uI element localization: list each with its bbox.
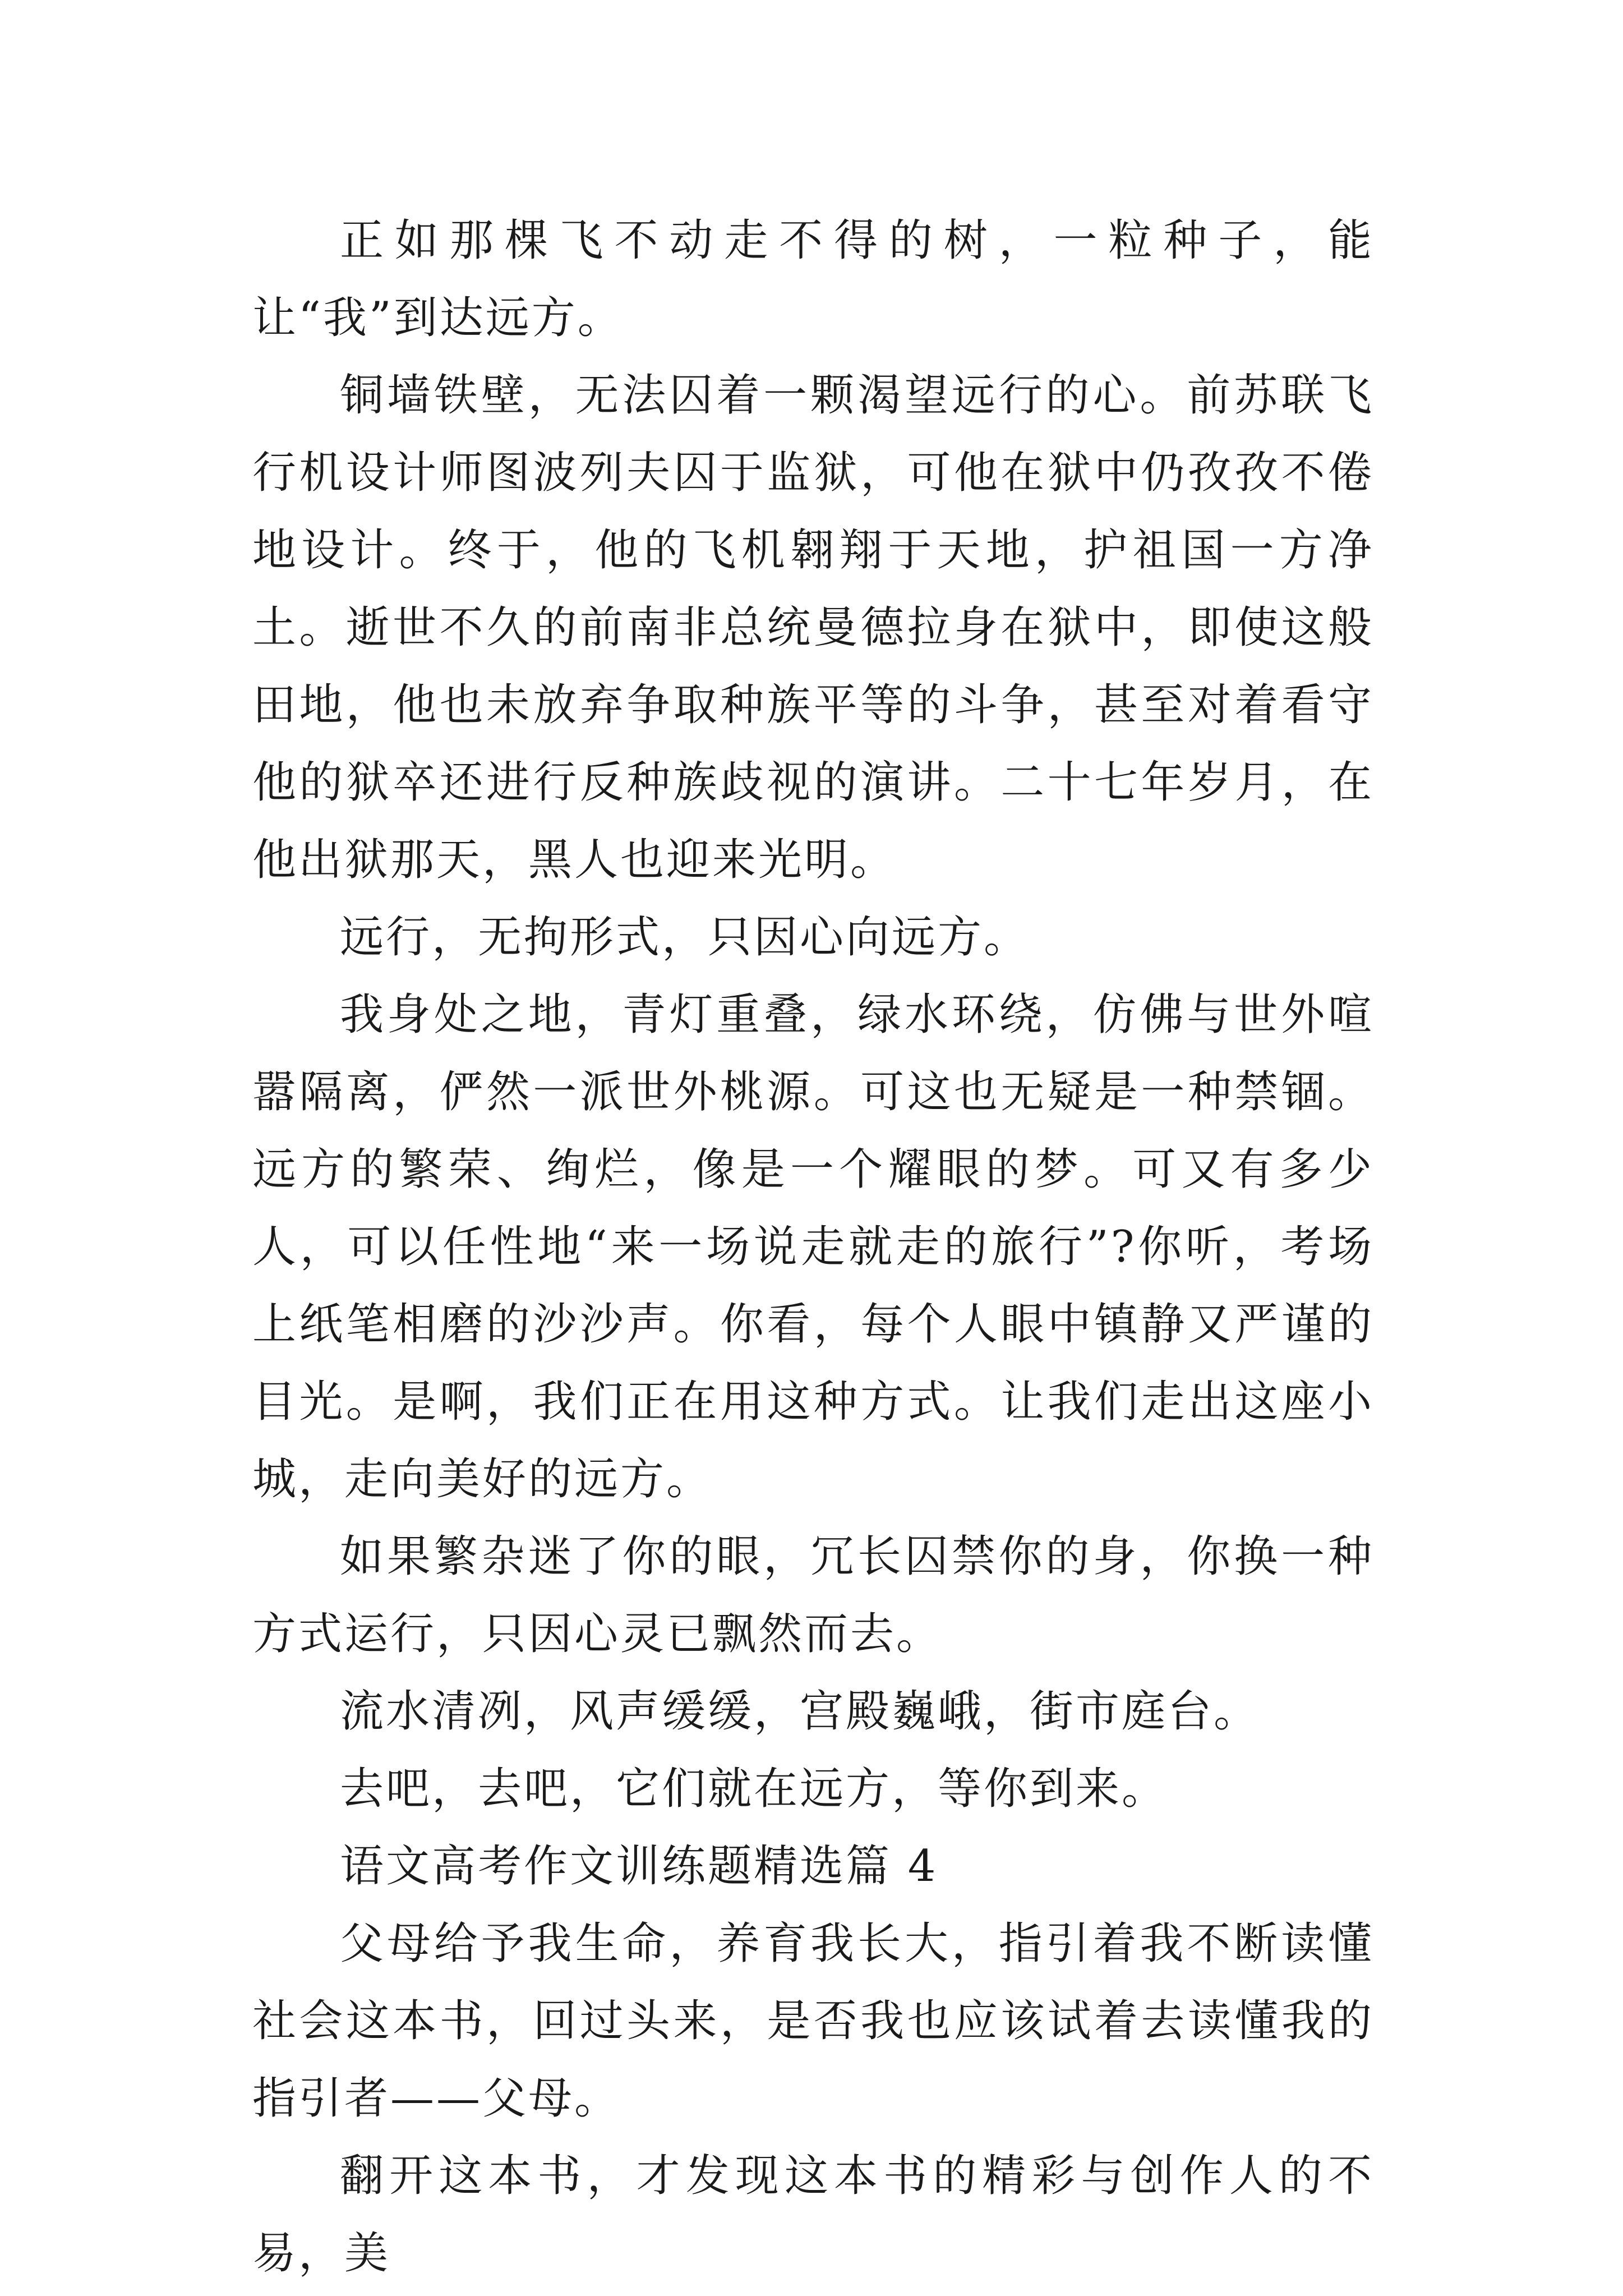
document-body (252, 202, 1374, 2292)
paragraph-3: 远行，无拘形式，只因心向远方。 (340, 912, 1030, 963)
paragraph-7: 去吧，去吧，它们就在远方，等你到来。 (340, 1764, 1168, 1814)
paragraph-2: 铜墙铁壁，无法囚着一颗渴望远行的心。前苏联飞行机设计师图波列夫囚于监狱，可他在狱中仍孜孜不倦地设计。终于，他的飞机翱翔于天地，护祖国一方净土。逝世不久的前南非总统曼德拉身在狱中，即使这般田地，他也未放弃争取种族平等的斗争，甚至对着看守他的狱卒还进行反种族歧视的演讲。二十七年岁月，在他出狱那天，黑人也迎来光明。 (252, 370, 1374, 885)
paragraph-5: 如果繁杂迷了你的眼，冗长囚禁你的身，你换一种方式运行，只因心灵已飘然而去。 (252, 1531, 1374, 1659)
paragraph-9: 翻开这本书，才发现这本书的精彩与创作人的不易，美 (252, 2151, 1374, 2279)
section-heading: 语文高考作文训练题精选篇 4 (340, 1841, 938, 1892)
paragraph-4: 我身处之地，青灯重叠，绿水环绕，仿佛与世外喧嚣隔离，俨然一派世外桃源。可这也无疑是一种禁锢。远方的繁荣、绚烂，像是一个耀眼的梦。可又有多少人，可以任性地“来一场说走就走的旅行”?你听，考场上纸笔相磨的沙沙声。你看，每个人眼中镇静又严谨的目光。是啊，我们正在用这种方式。让我们走出这座小城，走向美好的远方。 (252, 990, 1374, 1504)
paragraph-1: 正如那棵飞不动走不得的树，一粒种子，能让“我”到达远方。 (252, 215, 1374, 343)
paragraph-6: 流水清冽，风声缓缓，宫殿巍峨，街市庭台。 (340, 1686, 1260, 1737)
paragraph-8: 父母给予我生命，养育我长大，指引着我不断读懂社会这本书，回过头来，是否我也应该试着去读懂我的指引者——父母。 (252, 1918, 1374, 2124)
